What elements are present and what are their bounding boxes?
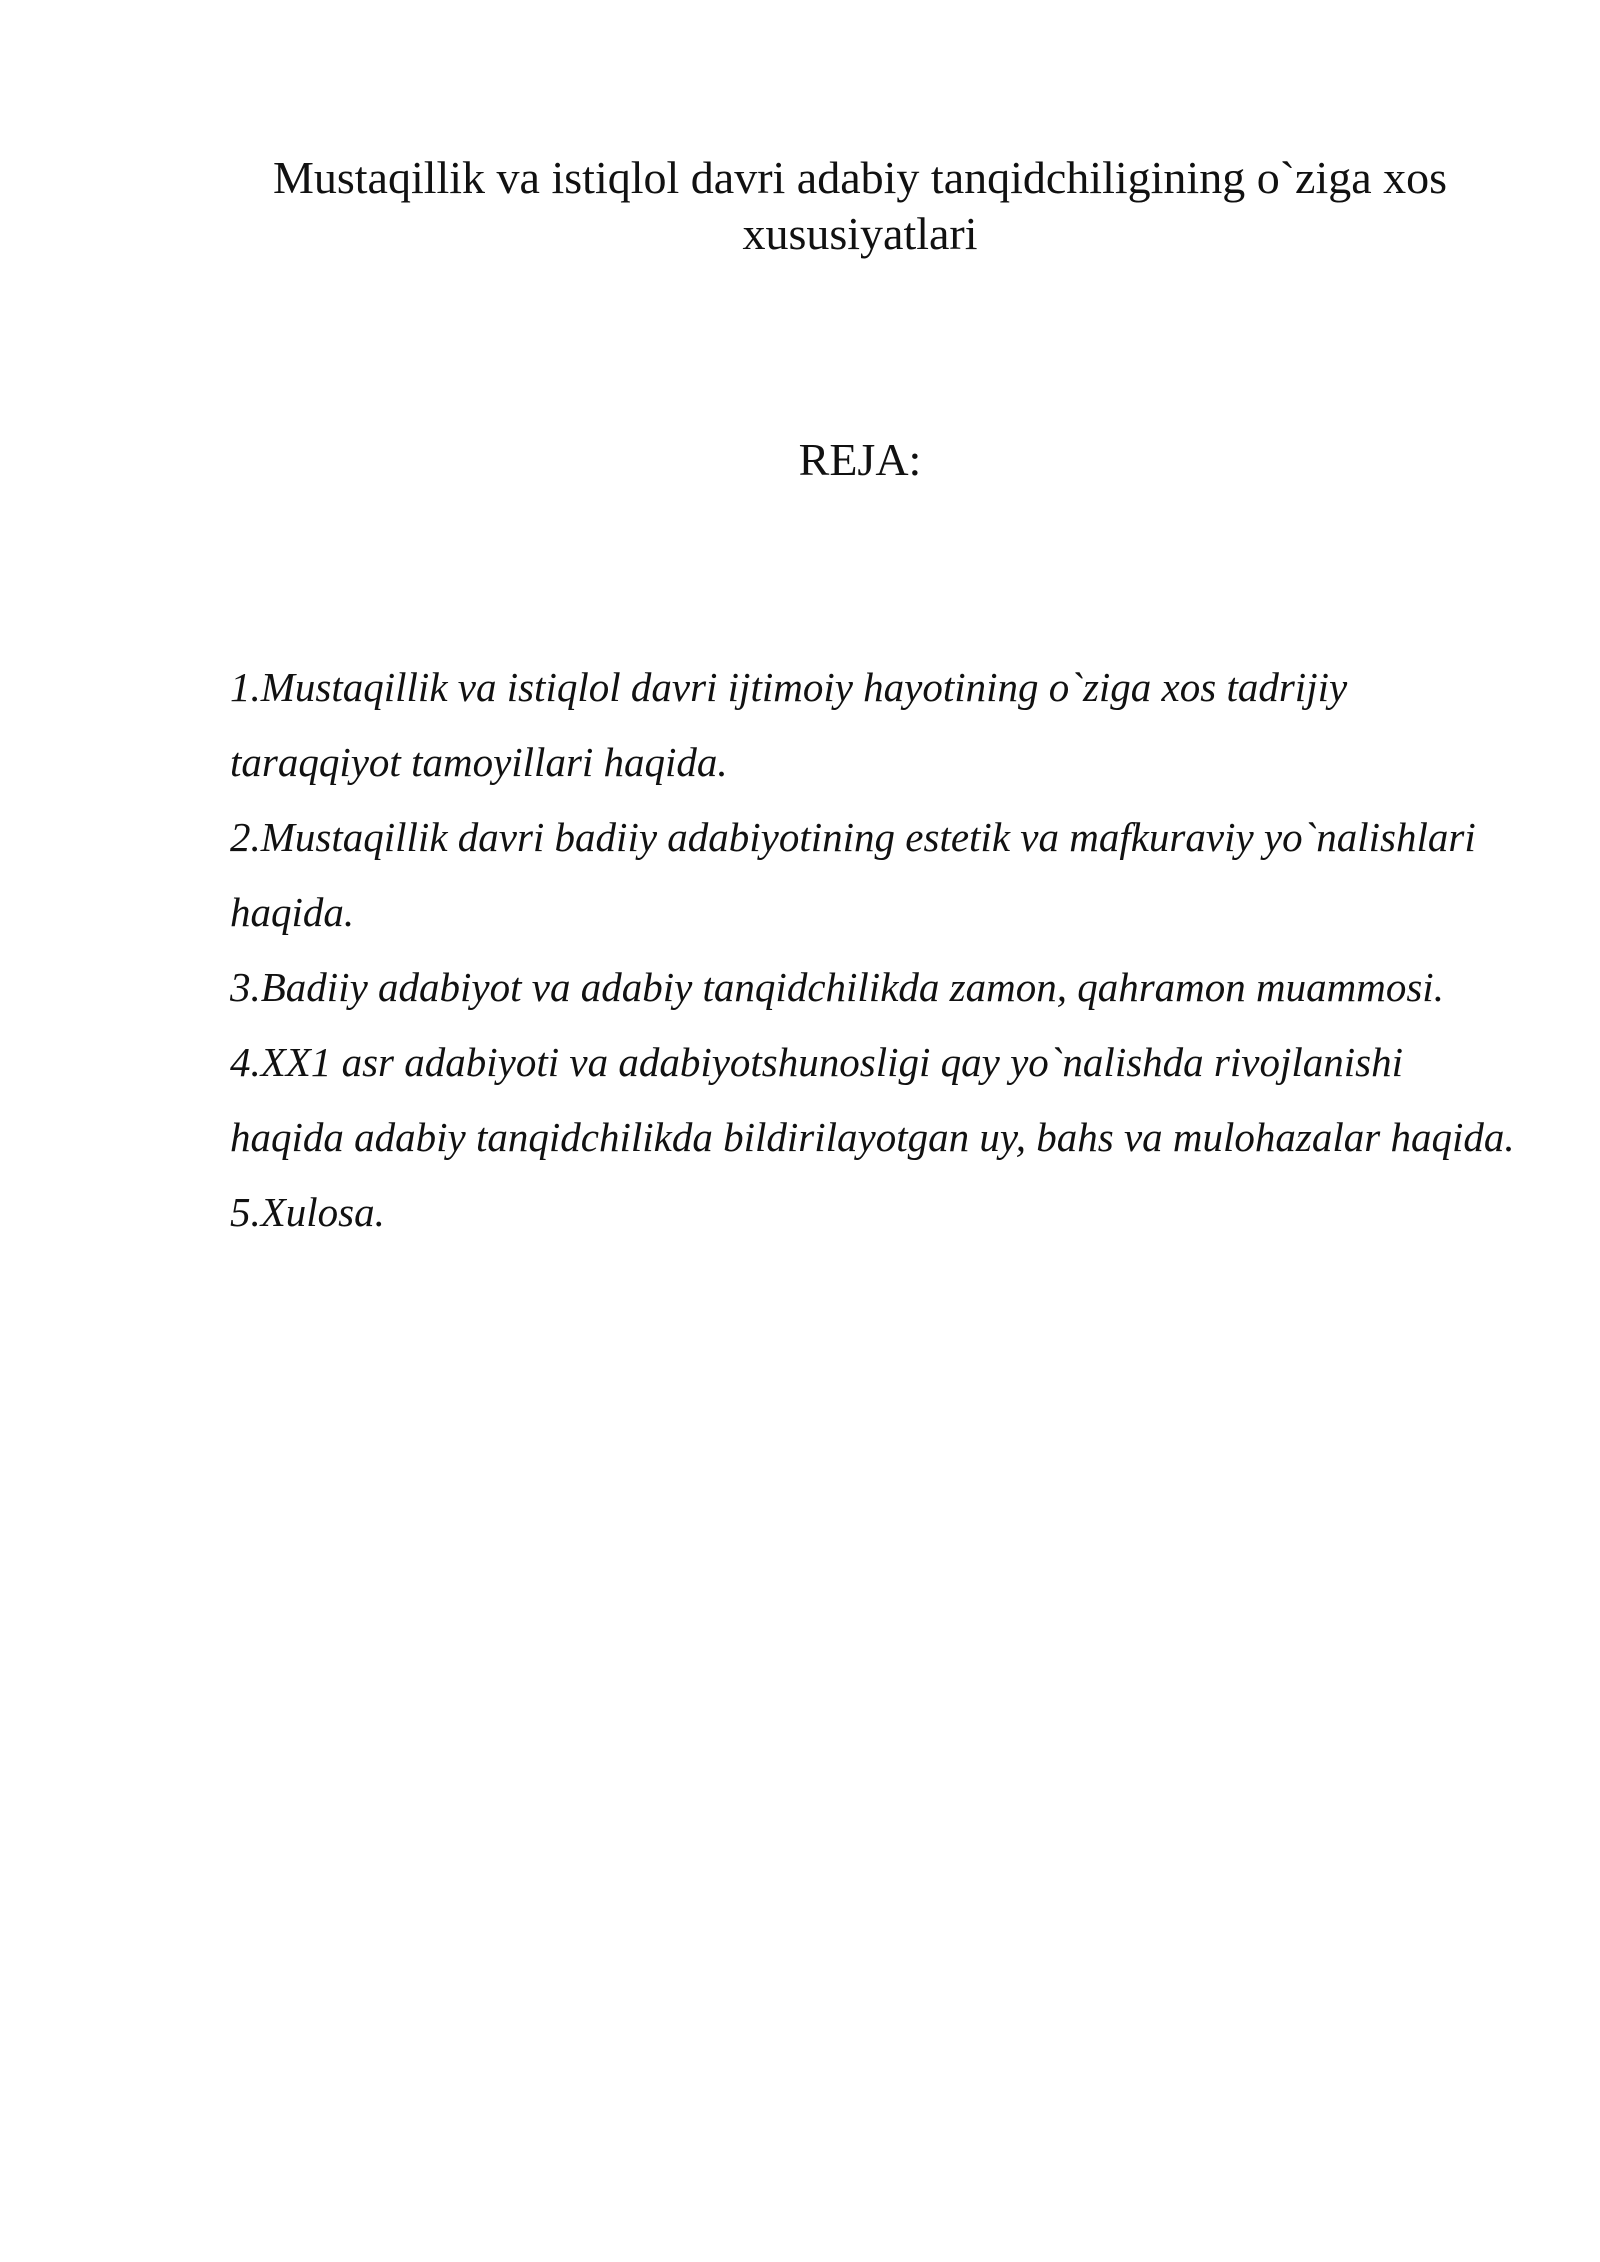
plan-list xyxy=(230,650,1520,1250)
plan-item: 2.Mustaqillik davri badiiy adabiyotining estetik va mafkuraviy yo`nalishlari haqida. xyxy=(230,814,1476,935)
plan-item: 3.Badiiy adabiyot va adabiy tanqidchilikda zamon, qahramon muammosi. xyxy=(230,964,1444,1010)
plan-item: 4.XX1 asr adabiyoti va adabiyotshunosligi qay yo`nalishda rivojlanishi haqida adabiy tanqidchilikda bildirilayotgan uy, bahs va mulohazalar haqida. xyxy=(230,1039,1515,1160)
plan-heading: REJA: xyxy=(798,434,922,485)
plan-item: 5.Xulosa. xyxy=(230,1189,385,1235)
document-title: Mustaqillik va istiqlol davri adabiy tanqidchiligining o`ziga xos xususiyatlari xyxy=(272,152,1448,259)
plan-item: 1.Mustaqillik va istiqlol davri ijtimoiy hayotining o`ziga xos tadrijiy taraqqiyot tamoyillari haqida. xyxy=(230,664,1348,785)
